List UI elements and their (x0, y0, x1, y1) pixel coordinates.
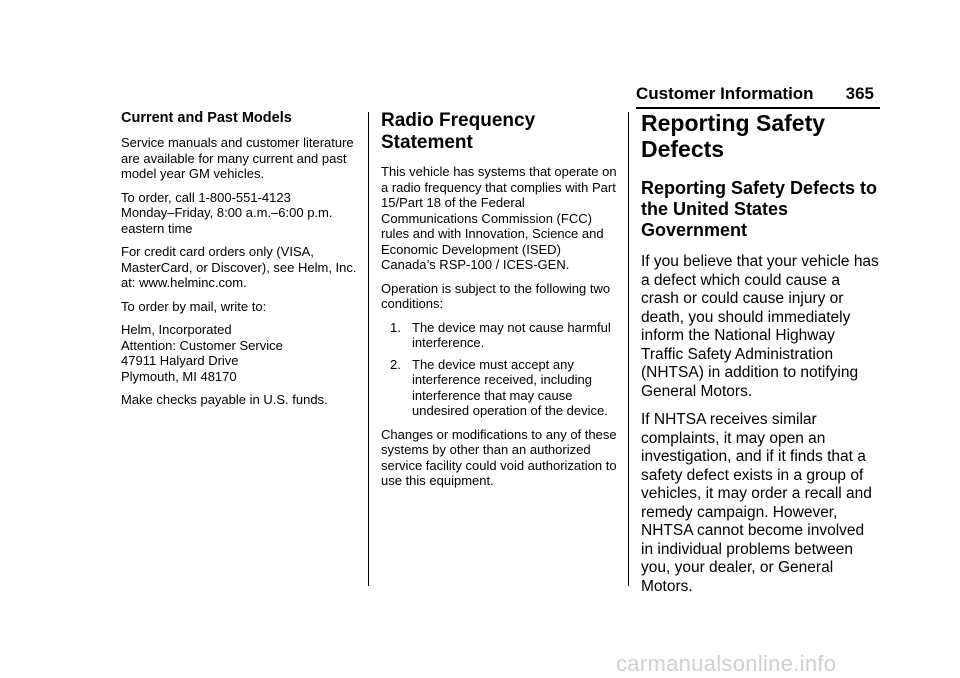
heading-radio-frequency: Radio Frequency Statement (381, 110, 536, 153)
paragraph-modifications: Changes or modifications to any of these systems by other than an authorized service facility could void authorization to use this equipment. (381, 426, 617, 488)
column-radio-frequency (381, 110, 617, 497)
paragraph-checks: Make checks payable in U.S. funds. (121, 392, 328, 407)
header-rule (636, 107, 880, 109)
heading-reporting-safety-defects: Reporting Safety Defects (641, 110, 826, 162)
address-line: Plymouth, MI 48170 (121, 368, 237, 384)
column-divider-1 (368, 112, 369, 586)
address-line: 47911 Halyard Drive (121, 353, 239, 368)
list-item-text: The device must accept any interference received, including interference that may cause undesired operation of the device. (412, 356, 608, 418)
list-item (381, 357, 617, 419)
conditions-list (381, 320, 617, 419)
running-header (636, 80, 880, 108)
paragraph-credit-card: For credit card orders only (VISA, MasterCard, or Discover), see Helm, Inc. at: www.helminc.com. (121, 244, 357, 290)
list-item-number: 1. (390, 319, 401, 335)
page-number: 365 (845, 84, 874, 103)
list-item (381, 320, 617, 351)
order-phone-line: To order, call 1-800-551-4123 (121, 189, 291, 205)
paragraph-order-phone (121, 190, 361, 237)
section-title: Customer Information (636, 84, 814, 103)
order-hours-line: Monday–Friday, 8:00 a.m.–6:00 p.m. (121, 205, 333, 220)
watermark: carmanualsonline.info (616, 651, 837, 676)
order-timezone-line: eastern time (121, 220, 193, 236)
heading-current-past-models: Current and Past Models (121, 110, 292, 126)
paragraph-believe-defect: If you believe that your vehicle has a defect which could cause a crash or could cause injury or death, you should immediately inform the National Highway Traffic Safety Administration (NHTSA) in addition to notifying General Motors. (641, 253, 879, 400)
column-current-past-models (121, 110, 361, 416)
paragraph-order-mail: To order by mail, write to: (121, 298, 267, 314)
column-divider-2 (628, 112, 629, 586)
address-line: Helm, Incorporated (121, 322, 232, 337)
paragraph-service-manuals: Service manuals and customer literature are available for many current and past model year GM vehicles. (121, 135, 354, 181)
address-line: Attention: Customer Service (121, 337, 283, 353)
paragraph-conditions: Operation is subject to the following two conditions: (381, 280, 611, 311)
column-reporting-safety-defects (641, 110, 879, 606)
paragraph-radio-systems: This vehicle has systems that operate on a radio frequency that complies with Part 15/Part 18 of the Federal Communications Commission (FCC) rules and with Innovation, Science and Economic Development (ISED) Canada’s RSP-100 / ICES-GEN. (381, 164, 617, 272)
list-item-number: 2. (390, 356, 401, 372)
mailing-address (121, 322, 361, 384)
subheading-us-government: Reporting Safety Defects to the United States Government (641, 178, 878, 240)
list-item-text: The device may not cause harmful interference. (412, 319, 611, 350)
paragraph-nhtsa-complaints: If NHTSA receives similar complaints, it may open an investigation, and if it finds that a safety defect exists in a group of vehicles, it may order a recall and remedy campaign. However, NHTSA cannot become involved in individual problems between you, your dealer, or General Motors. (641, 411, 872, 595)
